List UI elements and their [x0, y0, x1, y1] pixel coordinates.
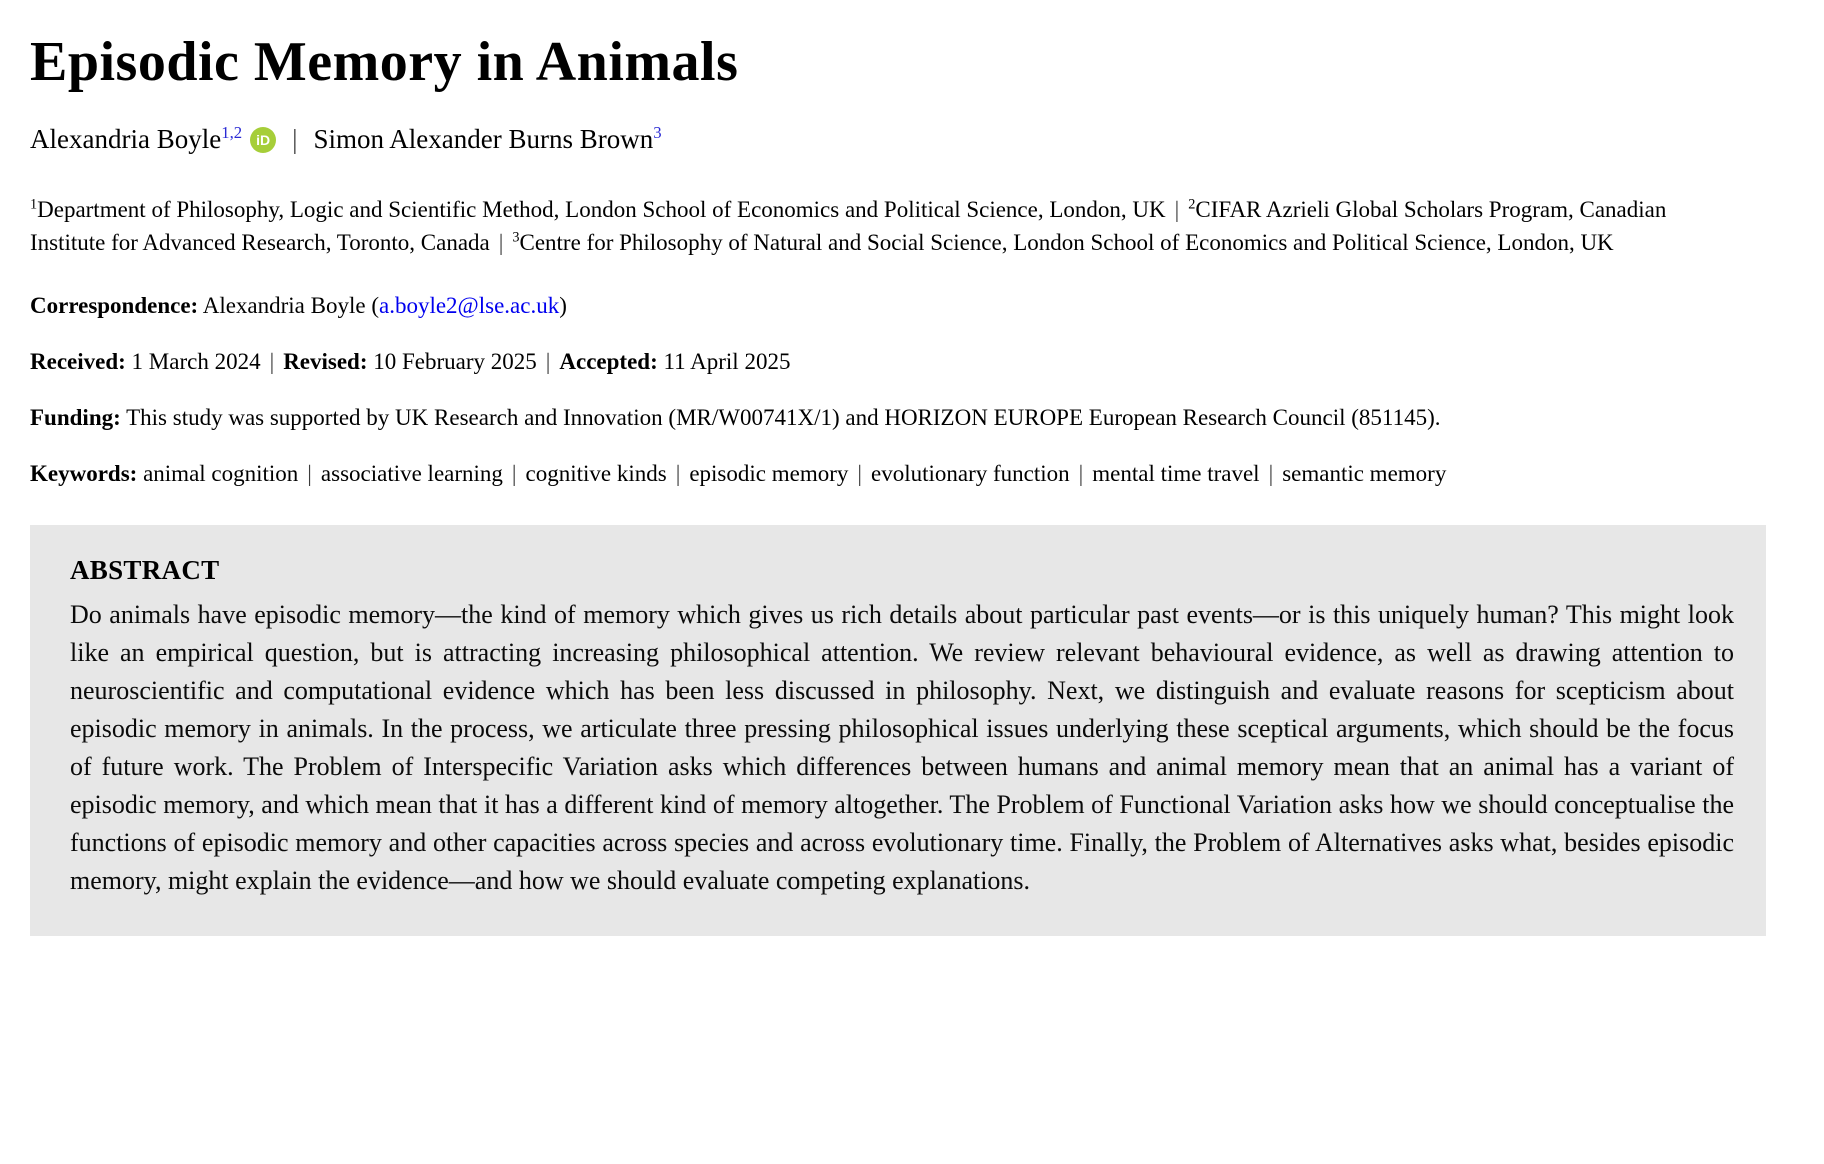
- revised-label: Revised:: [283, 349, 368, 374]
- affiliation-marker: 2: [1188, 196, 1196, 213]
- keyword-separator: |: [1268, 461, 1274, 486]
- author-name: [314, 124, 662, 155]
- accepted-label: Accepted:: [559, 349, 658, 374]
- affiliation-text: Department of Philosophy, Logic and Scientific Method, London School of Economics and Political Science, London, UK: [37, 197, 1166, 222]
- abstract-heading: ABSTRACT: [70, 555, 220, 585]
- author-name-text: Simon Alexander Burns Brown: [313, 124, 654, 154]
- keywords-label: Keywords:: [30, 461, 138, 486]
- keyword: semantic memory: [1282, 461, 1447, 486]
- keyword: associative learning: [320, 461, 503, 486]
- keyword-separator: |: [511, 461, 517, 486]
- page-title: Episodic Memory in Animals: [30, 31, 739, 93]
- author-name: [30, 124, 242, 155]
- keywords-line: [30, 459, 1740, 489]
- affiliation-separator: |: [1174, 197, 1180, 222]
- abstract-text: Do animals have episodic memory—the kind of memory which gives us rich details about particular past events—or is this uniquely human? This might look like an empirical question, but is attracting increasing philosophical attention. We review relevant behavioural evidence, as well as drawing attention to neuroscientific and computational evidence which has been less discussed in philosophy. Next, we distinguish and evaluate reasons for scepticism about episodic memory in animals. In the process, we articulate three pressing philosophical issues underlying these sceptical arguments, which should be the focus of future work. The Problem of Interspecific Variation asks which differences between humans and animal memory mean that an animal has a variant of episodic memory, and which mean that it has a different kind of memory altogether. The Problem of Functional Variation asks how we should conceptualise the functions of episodic memory and other capacities across species and across evolutionary time. Finally, the Problem of Alternatives asks what, besides episodic memory, might explain the evidence—and how we should evaluate competing explanations.: [70, 600, 1734, 895]
- affiliations-paragraph: [30, 193, 1740, 259]
- orcid-icon[interactable]: iD: [250, 127, 276, 153]
- email-link[interactable]: a.boyle2@lse.ac.uk: [379, 293, 560, 318]
- funding-label: Funding:: [30, 405, 121, 430]
- received-value: 1 March 2024: [125, 349, 261, 374]
- correspondence-label: Correspondence:: [30, 293, 199, 318]
- affiliation-marker: 3: [512, 229, 520, 246]
- author-affiliation-ref[interactable]: 1,2: [221, 123, 243, 142]
- keyword-separator: |: [675, 461, 681, 486]
- author-separator: |: [292, 124, 298, 154]
- dates-separator: |: [269, 349, 275, 374]
- dates-line: [30, 347, 1740, 377]
- affiliation-text: CIFAR Azrieli Global Scholars Program, Canadian Institute for Advanced Research, Toronto, Canada: [30, 197, 1667, 255]
- affiliation-text: Centre for Philosophy of Natural and Social Science, London School of Economics and Political Science, London, UK: [519, 230, 1614, 255]
- keyword: animal cognition: [143, 461, 299, 486]
- revised-value: 10 February 2025: [367, 349, 537, 374]
- keyword: mental time travel: [1092, 461, 1260, 486]
- author-affiliation-ref[interactable]: 3: [653, 123, 662, 142]
- keyword: episodic memory: [689, 461, 849, 486]
- keyword: cognitive kinds: [525, 461, 667, 486]
- funding-text: This study was supported by UK Research and Innovation (MR/W00741X/1) and HORIZON EUROPE European Research Council (851145).: [120, 405, 1441, 430]
- correspondence-close: ): [559, 293, 567, 318]
- dates-separator: |: [545, 349, 551, 374]
- affiliation-marker: 1: [30, 196, 38, 213]
- funding-line: [30, 403, 1740, 433]
- accepted-value: 11 April 2025: [657, 349, 791, 374]
- affiliation-separator: |: [498, 230, 504, 255]
- keyword-separator: |: [857, 461, 862, 486]
- keyword-separator: |: [1078, 461, 1084, 486]
- correspondence-name: Alexandria Boyle (: [198, 293, 379, 318]
- author-line: [30, 124, 1766, 155]
- keyword-separator: |: [307, 461, 312, 486]
- author-name-text: Alexandria Boyle: [30, 124, 222, 154]
- received-label: Received:: [30, 349, 126, 374]
- abstract-section: [30, 525, 1766, 936]
- keyword: evolutionary function: [870, 461, 1070, 486]
- correspondence-line: [30, 291, 1740, 321]
